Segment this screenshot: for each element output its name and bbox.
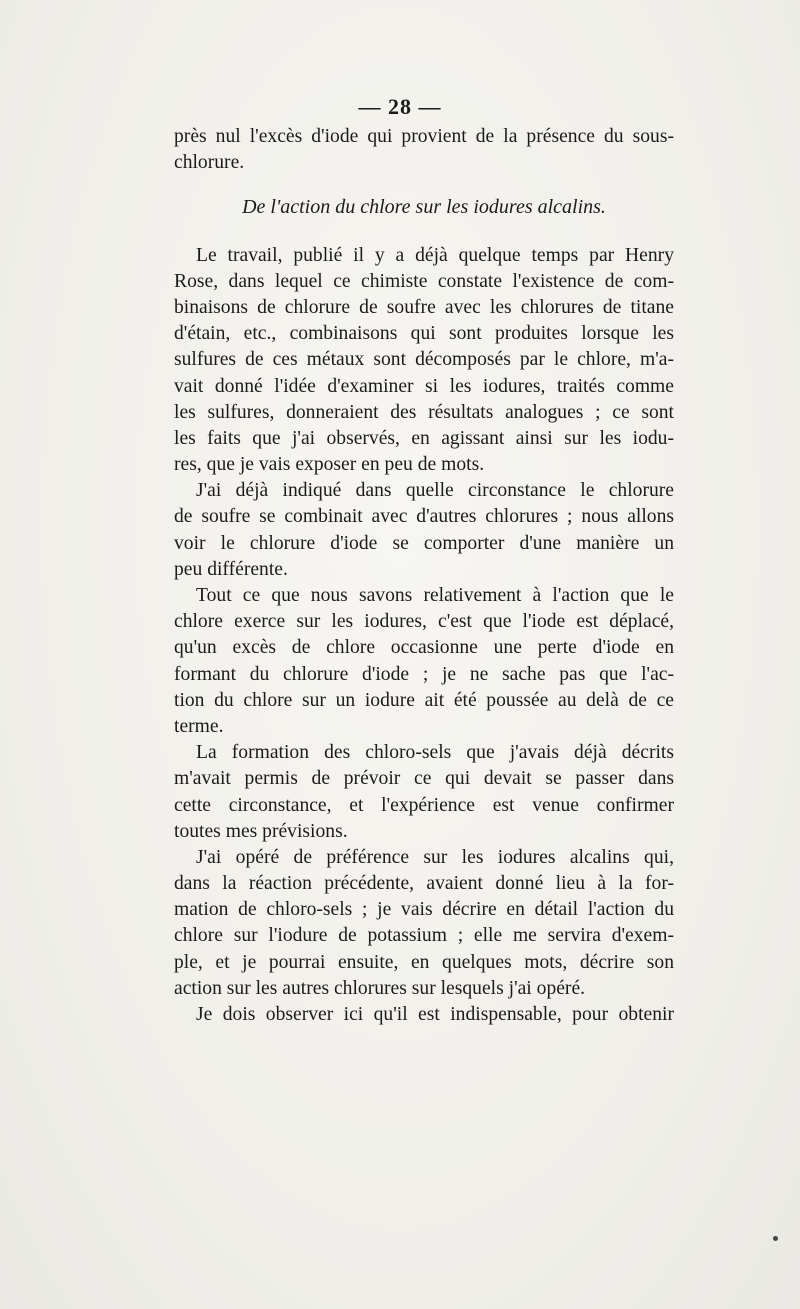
text-line: peu différente.: [174, 558, 288, 580]
text-line: tion du chlore sur un iodure ait été poussée au delà de ce: [174, 689, 674, 711]
text-line: cette circonstance, et l'expérience est venue confirmer: [174, 794, 674, 816]
continued-paragraph: [174, 124, 674, 176]
text-line: terme.: [174, 715, 224, 737]
text-line: action sur les autres chlorures sur lesquels j'ai opéré.: [174, 977, 586, 999]
text-line: voir le chlorure d'iode se comporter d'une manière un: [174, 532, 674, 554]
text-line: Tout ce que nous savons relativement à l'action que le: [196, 585, 674, 606]
text-line: formant du chlorure d'iode ; je ne sache pas que l'ac-: [174, 663, 674, 685]
page-number: — 28 —: [358, 94, 442, 119]
paragraph: [174, 478, 674, 583]
text-line: J'ai déjà indiqué dans quelle circonstance le chlorure: [196, 480, 674, 502]
paragraph: [174, 845, 674, 1002]
text-line: de soufre se combinait avec d'autres chlorures ; nous allons: [174, 506, 674, 528]
paragraph: [174, 740, 674, 845]
text-line: vait donné l'idée d'examiner si les iodures, traités comme: [174, 375, 674, 397]
text-line: d'étain, etc., combinaisons qui sont produites lorsque les: [174, 323, 674, 345]
text-line: les faits que j'ai observés, en agissant ainsi sur les iodu-: [174, 427, 674, 449]
text-line: binaisons de chlorure de soufre avec les chlorures de titane: [174, 296, 674, 318]
text-line: ple, et je pourrai ensuite, en quelques mots, décrire son: [174, 951, 674, 973]
section-heading: De l'action du chlore sur les iodures alcalins.: [242, 196, 606, 219]
text-line: chlorure.: [174, 152, 245, 174]
text-line: dans la réaction précédente, avaient donné lieu à la for-: [174, 873, 674, 895]
paragraph: [174, 243, 674, 479]
text-line: mation de chloro-sels ; je vais décrire en détail l'action du: [174, 899, 674, 921]
text-line: chlore exerce sur les iodures, c'est que l'iode est déplacé,: [174, 611, 674, 633]
text-line: les sulfures, donneraient des résultats analogues ; ce sont: [174, 401, 674, 423]
text-line: Je dois observer ici qu'il est indispensable, pour obtenir: [196, 1004, 674, 1025]
text-line: près nul l'excès d'iode qui provient de la présence du sous-: [174, 126, 674, 147]
text-line: sulfures de ces métaux sont décomposés par le chlore, m'a-: [174, 349, 674, 371]
paragraph: [174, 1002, 674, 1028]
paragraph: [174, 583, 674, 740]
text-line: Le travail, publié il y a déjà quelque temps par Henry: [196, 244, 674, 266]
text-line: Rose, dans lequel ce chimiste constate l'existence de com-: [174, 270, 674, 292]
text-line: m'avait permis de prévoir ce qui devait se passer dans: [174, 768, 674, 790]
page-body: [174, 124, 674, 1028]
ink-speck: [773, 1236, 778, 1241]
text-line: J'ai opéré de préférence sur les iodures alcalins qui,: [196, 846, 674, 868]
text-line: La formation des chloro-sels que j'avais déjà décrits: [196, 742, 674, 764]
text-line: toutes mes prévisions.: [174, 820, 348, 842]
text-line: qu'un excès de chlore occasionne une perte d'iode en: [174, 637, 674, 659]
text-line: chlore sur l'iodure de potassium ; elle me servira d'exem-: [174, 925, 674, 947]
text-line: res, que je vais exposer en peu de mots.: [174, 454, 485, 476]
